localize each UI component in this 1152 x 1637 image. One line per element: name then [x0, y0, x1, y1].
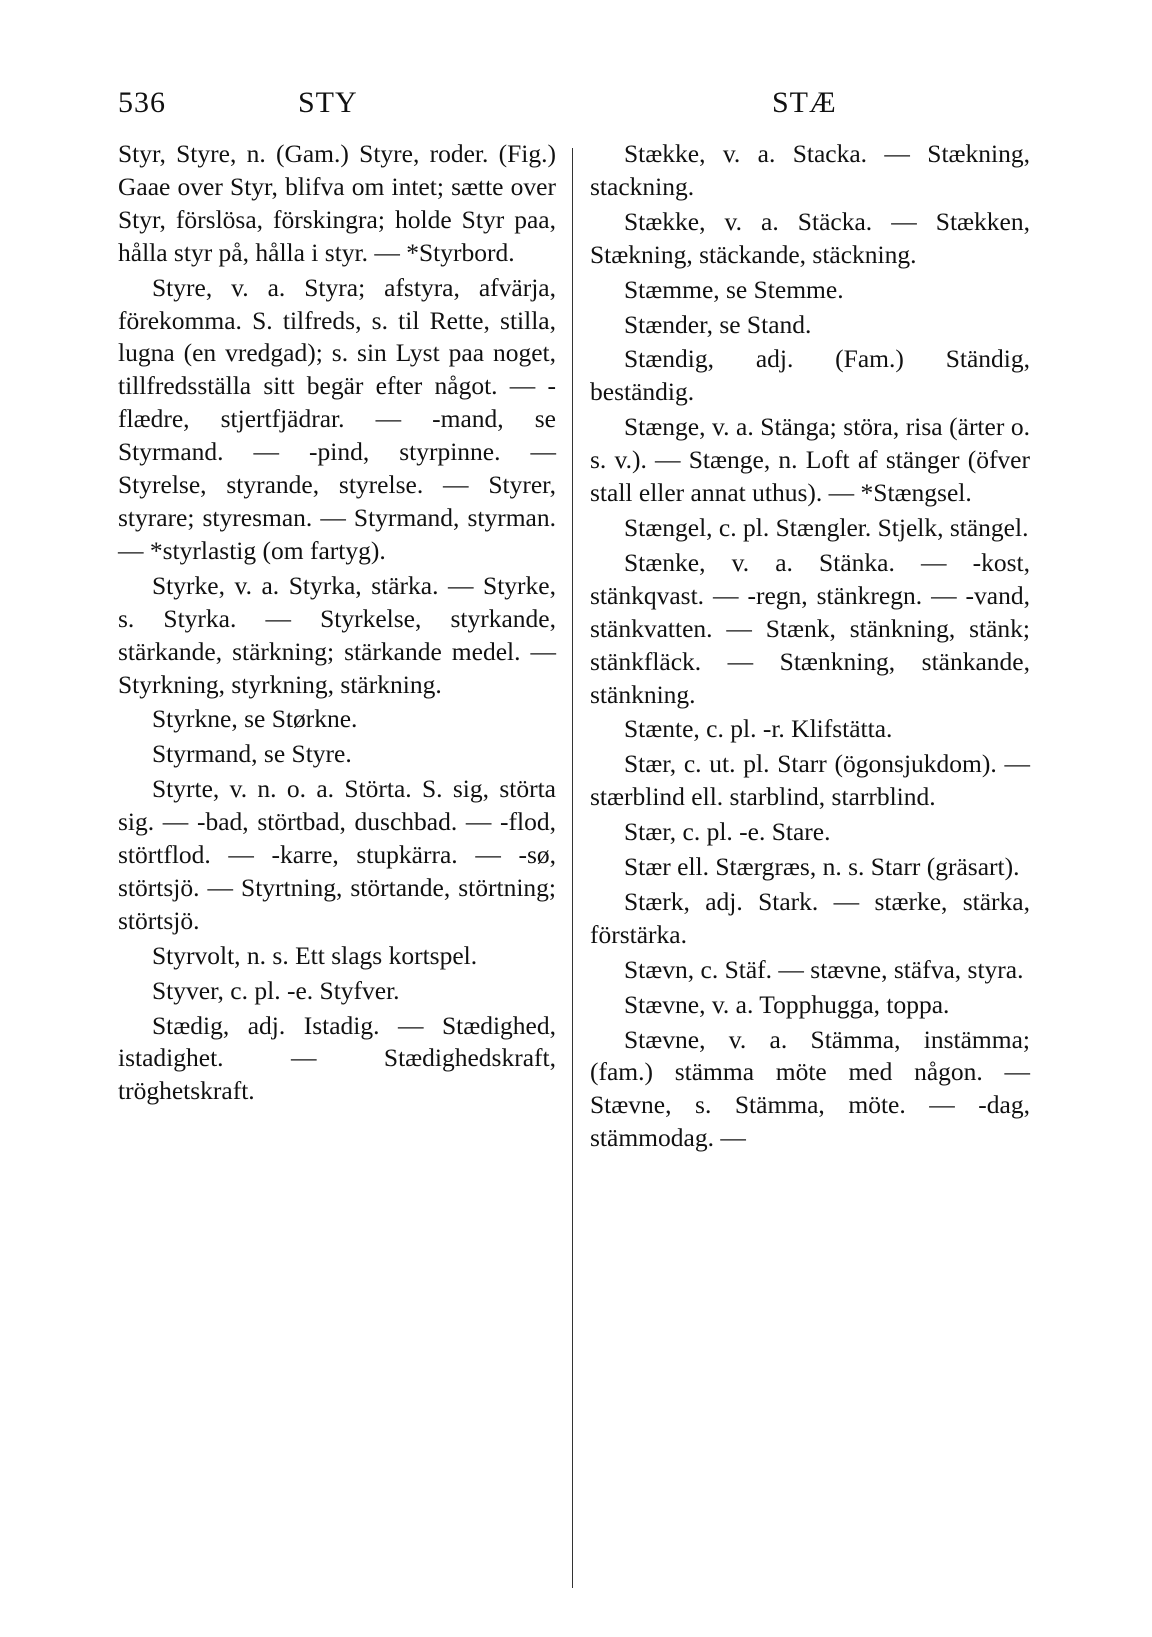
- dictionary-entry: Styrvolt, n. s. Ett slags kortspel.: [152, 940, 478, 970]
- dictionary-entry: Stær ell. Stærgræs, n. s. Starr (gräsart).: [624, 852, 1020, 882]
- dictionary-entry: Styr, Styre, n. (Gam.) Styre, roder. (Fig.) Gaae over Styr, blifva om intet; sætte over Styr, förslösa, förskingra; holde Styr paa, hålla styr på, hålla i styr. — *Styrbord.: [118, 139, 556, 267]
- dictionary-entry: Stæmme, se Stemme.: [624, 274, 844, 304]
- dictionary-entry: Stække, v. a. Stacka. — Stækning, stackning.: [590, 139, 1030, 201]
- guide-word-right: STÆ: [772, 86, 837, 119]
- dictionary-entry: Stænder, se Stand.: [624, 309, 812, 339]
- column-divider: [572, 148, 573, 1588]
- dictionary-entry: Styrke, v. a. Styrka, stärka. — Styrke, s. Styrka. — Styrkelse, styrkande, stärkande, stärkning; stärkande medel. — Styrkning, styrkning, stärkning.: [118, 570, 556, 699]
- dictionary-entry: Stænge, v. a. Stänga; störa, risa (ärter o. s. v.). — Stænge, n. Loft af stänger (öfver stall eller annat uthus). — *Stængsel.: [590, 412, 1030, 508]
- dictionary-entry: Stærk, adj. Stark. — stærke, stärka, förstärka.: [590, 886, 1030, 949]
- dictionary-entry: Stække, v. a. Stäcka. — Stækken, Stækning, stäckande, stäckning.: [590, 206, 1030, 269]
- dictionary-entry: Stædig, adj. Istadig. — Stædighed, istadighet. — Stædighedskraft, tröghetskraft.: [118, 1010, 556, 1106]
- dictionary-entry: Stændig, adj. (Fam.) Ständig, beständig.: [590, 344, 1030, 407]
- dictionary-entry: Stænte, c. pl. -r. Klifstätta.: [624, 714, 893, 744]
- dictionary-entry: Styrte, v. n. o. a. Störta. S. sig, störta sig. — -bad, störtbad, duschbad. — -flod, störtflod. — -karre, stupkärra. — -sø, störtsjö. — Styrtning, störtande, störtning; störtsjö.: [118, 774, 556, 935]
- guide-word-left: STY: [298, 86, 358, 119]
- dictionary-entry: Styrkne, se Størkne.: [152, 704, 358, 734]
- dictionary-entry: Styre, v. a. Styra; afstyra, afvärja, förekomma. S. tilfreds, s. til Rette, stilla, lugna (en vredgad); s. sin Lyst paa noget, tillfredsställa sitt begär efter något. — -flædre, stjertfjädrar. — -mand, se Styrmand. — -pind, styrpinne. — Styrelse, styrande, styrelse. — Styrer, styrare; styresman. — Styrmand, styrman. — *styrlastig (om fartyg).: [118, 272, 556, 565]
- dictionary-entry: Stævne, v. a. Topphugga, toppa.: [624, 989, 950, 1019]
- dictionary-entry: Stængel, c. pl. Stængler. Stjelk, stängel.: [624, 512, 1029, 542]
- dictionary-entry: Stænke, v. a. Stänka. — -kost, stänkqvast. — -regn, stänkregn. — -vand, stänkvatten. — Stænk, stänkning, stänk; stänkfläck. — Stænkning, stänkande, stänkning.: [590, 547, 1030, 709]
- dictionary-entry: Stær, c. ut. pl. Starr (ögonsjukdom). — stærblind ell. starblind, starrblind.: [590, 749, 1030, 812]
- dictionary-entry: Styver, c. pl. -e. Styfver.: [152, 975, 400, 1005]
- dictionary-entry: Styrmand, se Styre.: [152, 739, 352, 769]
- dictionary-entry: Stær, c. pl. -e. Stare.: [624, 817, 831, 847]
- page-number: 536: [118, 86, 166, 119]
- left-column: [118, 138, 556, 1110]
- dictionary-entry: Stævn, c. Stäf. — stævne, stäfva, styra.: [624, 954, 1024, 984]
- page-header: [118, 86, 1042, 126]
- right-column: [590, 138, 1030, 1157]
- dictionary-entry: Stævne, v. a. Stämma, instämma; (fam.) stämma möte med någon. — Stævne, s. Stämma, möte. — -dag, stämmodag. —: [590, 1024, 1030, 1153]
